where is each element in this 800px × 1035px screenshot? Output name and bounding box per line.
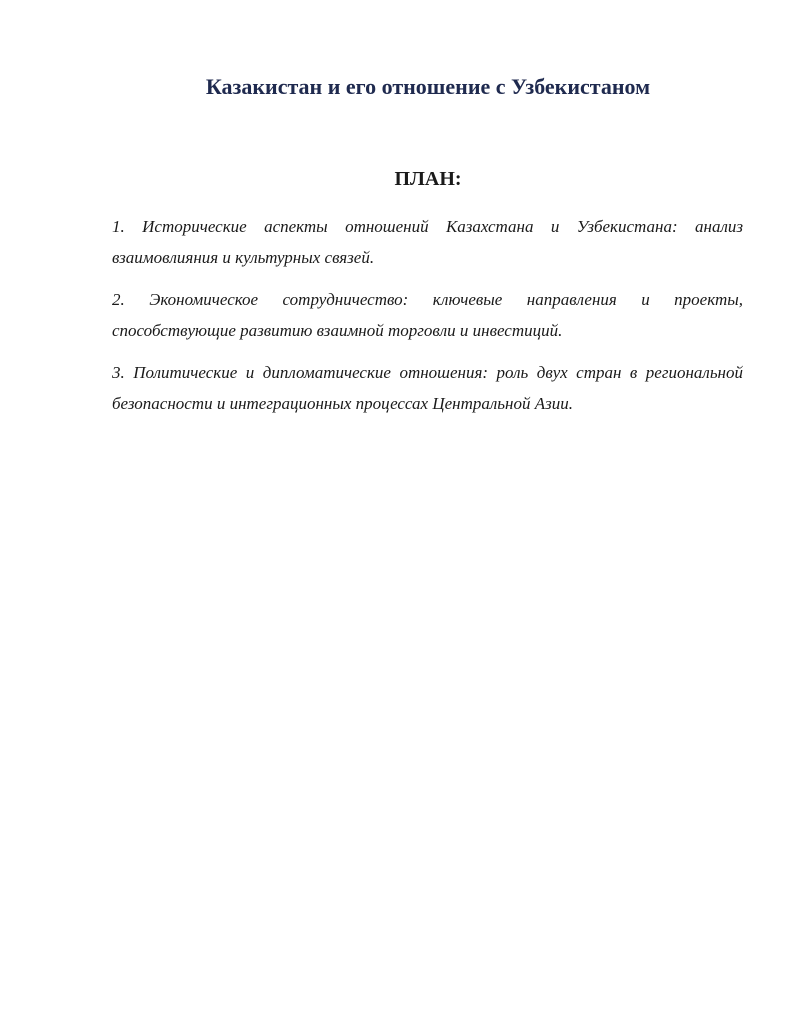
plan-item-1: 1. Исторические аспекты отношений Казахстана и Узбекистана: анализ взаимовлияния и культурных связей.: [112, 217, 743, 267]
document-title: Казакистан и его отношение с Узбекистаном: [205, 74, 651, 99]
plan-list: [112, 211, 743, 430]
plan-item-3: 3. Политические и дипломатические отношения: роль двух стран в региональной безопасности и интеграционных процессах Центральной Азии.: [112, 363, 743, 413]
plan-item-2: 2. Экономическое сотрудничество: ключевые направления и проекты, способствующие развитию взаимной торговли и инвестиций.: [112, 290, 743, 340]
plan-heading: ПЛАН:: [394, 168, 462, 190]
